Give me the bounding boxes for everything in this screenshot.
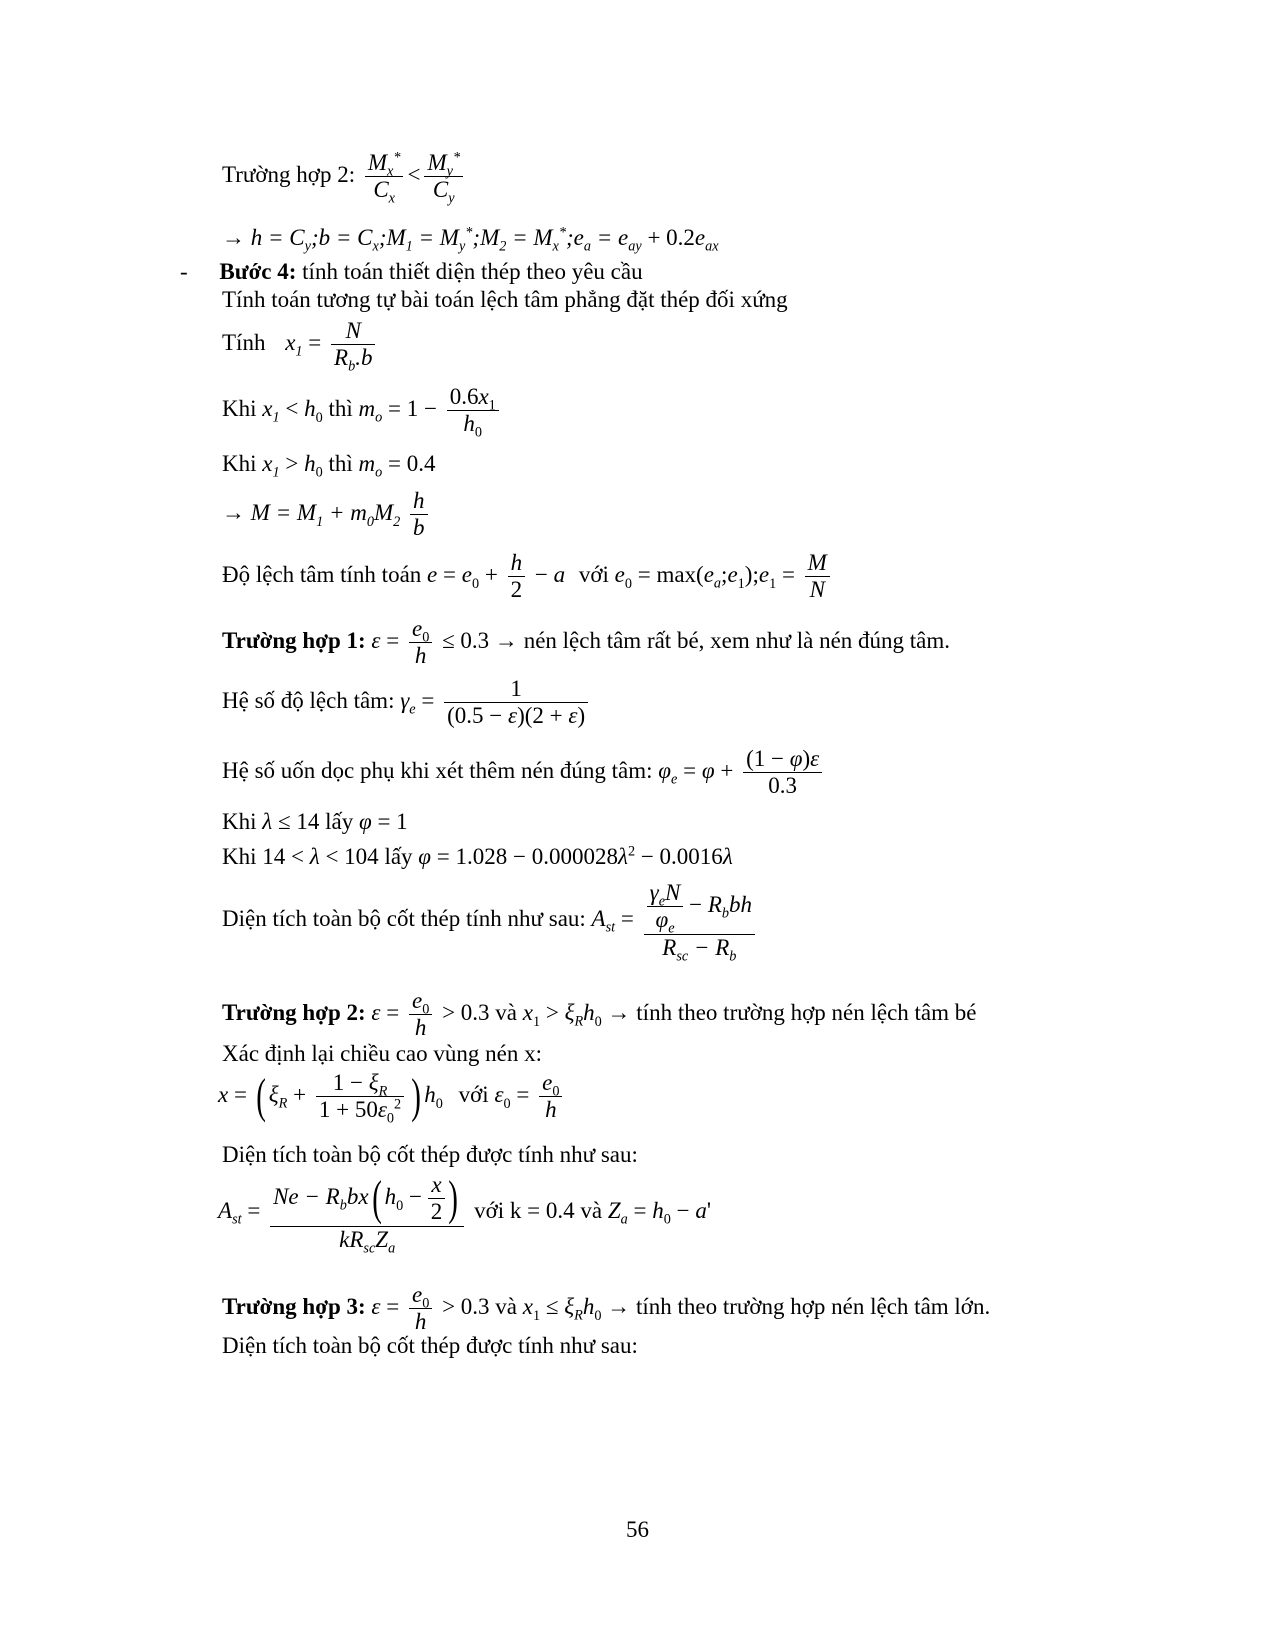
k-text: với k = 0.4 và — [474, 1197, 603, 1223]
ast-formula-2: $A_{st}$ = $Ne - R_bbx$( $h_0$ − $\frac{x}{2}$ ) $kR_{sc}Z_a$ với k = 0.4 và $Z_a = h_0 - a'$ — [218, 1171, 711, 1257]
eccentricity-formula: Độ lệch tâm tính toán $e = e_0$ + $\frac{h}{2}$ − a với $e_0$ = $\max(e_a;e_1);e_1$ = $\frac{M}{N}$ — [222, 550, 834, 604]
tth1-label: Trường hợp 1: — [222, 628, 366, 654]
with-label: với — [458, 1082, 489, 1108]
tth2-text: tính theo trường hợp nén lệch tâm bé — [636, 1000, 977, 1026]
and-label: và — [495, 1000, 518, 1026]
x-formula: x = ( $\xi_R$ + $\frac{1 - \xi_R}{1 + 50\varepsilon_0^2}$ ) $h_0$ với $\varepsilon_0$ = $\frac{e_0}{h}$ — [218, 1070, 566, 1124]
when-label: Khi — [222, 809, 257, 834]
tth1-condition: Trường hợp 1: ε = $\frac{e_0}{h}$ ≤ 0.3 → nén lệch tâm rất bé, xem như là nén đúng tâm. — [222, 616, 951, 669]
area-total-label: Diện tích toàn bộ cốt thép tính như sau: — [222, 905, 586, 931]
fraction: $\frac{h}{b}$ — [410, 488, 428, 542]
fraction: $\frac{1 - \xi_R}{1 + 50\varepsilon_0^2}$ — [316, 1070, 404, 1124]
case2-assignment: → $h = C_y;b$ = $C_x;M_1$ = $M_y^*;M_2$ = $M_x^*;e_a = e_{ay} + 0.2e_{ax}$ — [222, 224, 719, 255]
then-label: thì — [328, 396, 353, 422]
tth3-label: Trường hợp 3: — [222, 1294, 366, 1320]
take-label: lấy — [384, 844, 413, 869]
gamma-formula: Hệ số độ lệch tâm: $\gamma_e$ = $\frac{1}{(0.5 - \varepsilon)(2 + \varepsilon)}$ — [222, 676, 592, 730]
step4-heading — [180, 260, 643, 283]
area-total2-label: Diện tích toàn bộ cốt thép được tính như sau: — [222, 1142, 638, 1167]
fraction: $\frac{0.6x_1}{h_0}$ — [447, 384, 499, 438]
similar-label: Tính toán tương tự bài toán lệch tâm phẳng đặt thép đối xứng — [222, 287, 788, 312]
tth3-condition: Trường hợp 3: ε = $\frac{e_0}{h}$ > 0.3 và $x_1 \le \xi_Rh_0$ → tính theo trường hợp nén lệch tâm lớn. — [222, 1282, 991, 1335]
bullet-dash: - — [180, 259, 188, 284]
fraction: $\frac{(1 - \varphi)\varepsilon}{0.3}$ — [743, 746, 822, 800]
ast-formula-1: Diện tích toàn bộ cốt thép tính như sau: $A_{st}$ = $\frac{\gamma_eN}{\varphi_e}$ − $R_bbh$ $R_{sc} - R_b$ — [222, 880, 759, 961]
redetermine-label: Xác định lại chiều cao vùng nén x: — [222, 1041, 542, 1066]
m0-case-b: Khi $x_1 > h_0$ thì $m_o = 0.4$ — [222, 451, 436, 481]
similar-text — [222, 288, 788, 311]
tth3-text: tính theo trường hợp nén lệch tâm lớn. — [635, 1294, 991, 1320]
take-label: lấy — [325, 809, 354, 834]
x1-formula: Tính $x_1$ = $\frac{N}{R_b.b}$ — [222, 318, 379, 372]
coef-buckle-label: Hệ số uốn dọc phụ khi xét thêm nén đúng tâm: — [222, 758, 653, 784]
step4-label: Bước 4: — [219, 259, 297, 284]
fraction: $\frac{M}{N}$ — [805, 550, 830, 604]
fraction: $\frac{1}{(0.5 - \varepsilon)(2 + \varepsilon)}$ — [444, 676, 588, 730]
case2-label: Trường hợp 2: — [222, 162, 356, 188]
area-total3-label: Diện tích toàn bộ cốt thép được tính như sau: — [222, 1333, 638, 1358]
tth2-label: Trường hợp 2: — [222, 1000, 366, 1026]
fraction: $\frac{e_0}{h}$ — [539, 1070, 562, 1124]
case2-condition: Trường hợp 2: $\frac{M_x^*}{C_x}$ < $\frac{M_y^*}{C_y}$ — [222, 150, 467, 204]
fraction: $\frac{M_y^*}{C_y}$ — [424, 150, 463, 204]
fraction: $\frac{h}{2}$ — [508, 550, 526, 604]
page-number: 56 — [626, 1517, 649, 1542]
and-label: và — [495, 1294, 518, 1320]
fraction: $\frac{e_0}{h}$ — [409, 988, 432, 1042]
area-total-2 — [222, 1143, 638, 1166]
tth2-condition: Trường hợp 2: ε = $\frac{e_0}{h}$ > 0.3 và $x_1 > \xi_Rh_0$ → tính theo trường hợp nén lệch tâm bé — [222, 988, 977, 1041]
when-label: Khi — [222, 844, 257, 869]
tth1-text: nén lệch tâm rất bé, xem như là nén đúng tâm. — [523, 628, 951, 654]
coef-ecc-label: Hệ số độ lệch tâm: — [222, 688, 395, 714]
fraction: $\frac{\gamma_eN}{\varphi_e}$ − $R_bbh$ $R_{sc} - R_b$ — [644, 880, 755, 961]
phi-case-b: Khi 14 < λ < 104 lấy $\varphi = 1.028 - 0.000028\lambda^2 - 0.0016\lambda$ — [222, 843, 733, 869]
with-label: với — [578, 562, 609, 588]
fraction: $\frac{M_x^*}{C_x}$ — [365, 150, 404, 204]
when-label: Khi — [222, 451, 257, 476]
when-label: Khi — [222, 396, 257, 422]
phi-case-a: Khi λ ≤ 14 lấy φ = 1 — [222, 809, 408, 834]
fraction: $\frac{e_0}{h}$ — [409, 1282, 432, 1336]
moment-formula: → $M = M_1 + m_0M_2$ $\frac{h}{b}$ — [222, 488, 432, 542]
phi-e-formula: Hệ số uốn dọc phụ khi xét thêm nén đúng tâm: $\varphi_e = \varphi$ + $\frac{(1 - \varphi)\varepsilon}{0.3}$ — [222, 746, 826, 800]
fraction: $Ne - R_bbx$( $h_0$ − $\frac{x}{2}$ ) $kR_{sc}Z_a$ — [270, 1172, 464, 1253]
step4-text: tính toán thiết diện thép theo yêu cầu — [302, 259, 643, 284]
calc-label: Tính — [222, 330, 266, 356]
redetermine-text — [222, 1042, 542, 1065]
fraction: $\frac{e_0}{h}$ — [409, 616, 432, 670]
then-label: thì — [328, 451, 353, 476]
fraction: $\frac{N}{R_b.b}$ — [331, 318, 375, 372]
eccentricity-label: Độ lệch tâm tính toán — [222, 562, 422, 588]
area-total-3 — [222, 1334, 638, 1357]
m0-case-a: Khi $x_1 < h_0$ thì $m_o = 1$ − $\frac{0.6x_1}{h_0}$ — [222, 384, 503, 438]
